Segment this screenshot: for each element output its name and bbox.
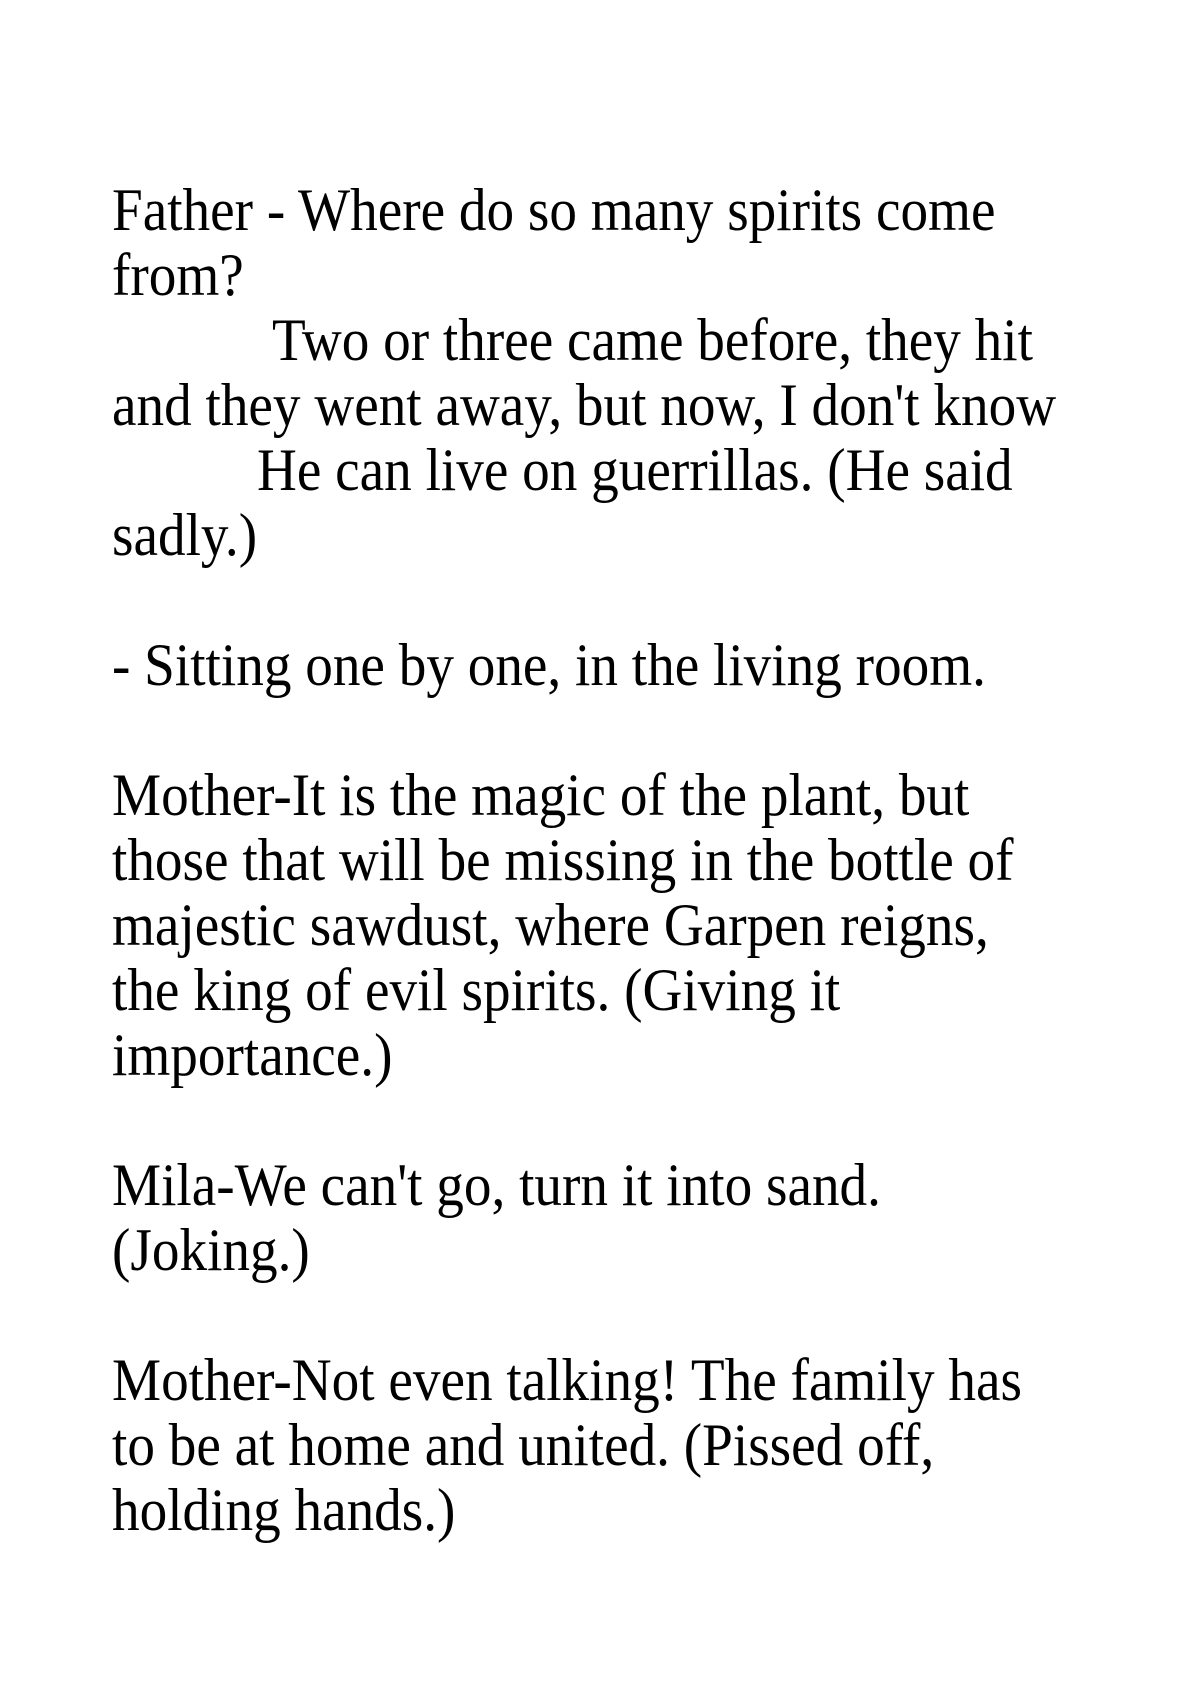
text-line: [112, 828, 1129, 893]
text-run: (Joking.): [112, 1217, 310, 1283]
text-line: [112, 178, 1129, 243]
text-run: those that will be missing in the bottle of: [112, 827, 1014, 893]
text-run: Mother-Not even talking! The family has: [112, 1347, 1022, 1413]
text-line: [112, 438, 1129, 503]
text-line: [112, 1478, 1129, 1543]
text-line: [112, 633, 1129, 698]
text-line: [112, 1153, 1129, 1218]
stage-direction: [112, 633, 1129, 698]
text-line: [112, 503, 1129, 568]
text-run: importance.): [112, 1022, 393, 1088]
text-line: [112, 373, 1129, 438]
dialogue-mila: [112, 1153, 1129, 1283]
text-run: majestic sawdust, where Garpen reigns,: [112, 892, 989, 958]
text-line: [112, 1413, 1129, 1478]
text-line: [112, 1218, 1129, 1283]
text-run: from?: [112, 242, 244, 308]
text-run: holding hands.): [112, 1477, 456, 1543]
text-run: Mila-We can't go, turn it into sand.: [112, 1152, 881, 1218]
text-run: sadly.): [112, 502, 258, 568]
text-line: [112, 1023, 1129, 1088]
dialogue-father: [112, 178, 1129, 568]
text-line: [112, 958, 1129, 1023]
text-line: [112, 243, 1129, 308]
dialogue-mother-1: [112, 763, 1129, 1088]
text-line: [112, 763, 1129, 828]
dialogue-mother-2: [112, 1348, 1129, 1543]
text-line: [112, 893, 1129, 958]
text-run: the king of evil spirits. (Giving it: [112, 957, 841, 1023]
text-run: to be at home and united. (Pissed off,: [112, 1412, 935, 1478]
text-line: [112, 1348, 1129, 1413]
text-run: Father - Where do so many spirits come: [112, 177, 996, 243]
text-run: and they went away, but now, I don't know: [112, 372, 1057, 438]
text-line: [112, 308, 1129, 373]
text-run: He can live on guerrillas. (He said: [257, 437, 1013, 503]
text-run: Mother-It is the magic of the plant, but: [112, 762, 970, 828]
text-run: Two or three came before, they hit: [272, 307, 1033, 373]
text-run: - Sitting one by one, in the living room.: [112, 632, 986, 698]
